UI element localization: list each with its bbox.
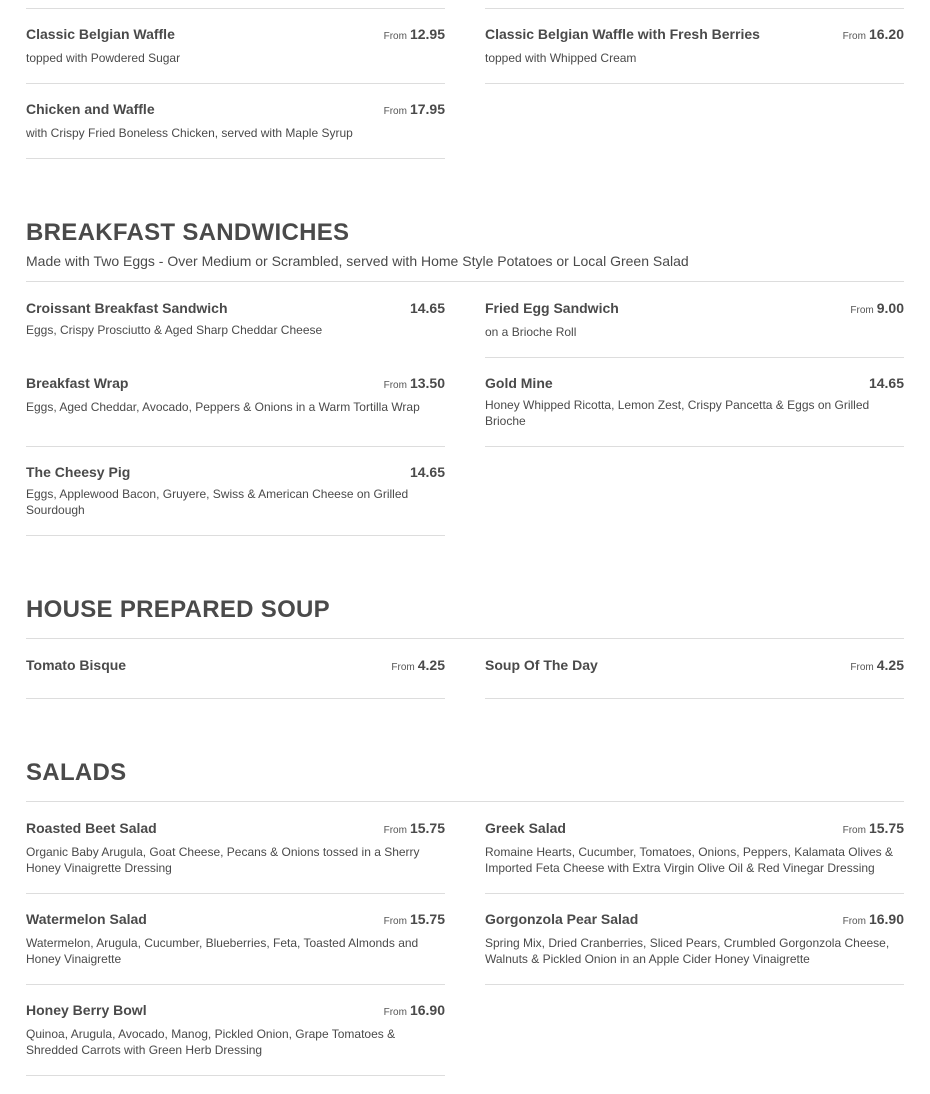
price-amount: 13.50 <box>409 375 445 391</box>
divider <box>485 893 904 894</box>
item-price <box>843 820 904 839</box>
item-price <box>384 101 445 120</box>
from-label: From <box>383 916 407 927</box>
item-description: Organic Baby Arugula, Goat Cheese, Pecans & Onions tossed in a Sherry Honey Vinaigrette Dressing <box>26 845 420 875</box>
price-amount: 14.65 <box>409 464 445 480</box>
divider <box>26 446 445 447</box>
item-price <box>384 375 445 394</box>
item-description: Eggs, Crispy Prosciutto & Aged Sharp Cheddar Cheese <box>26 323 323 337</box>
divider <box>26 535 445 536</box>
divider <box>485 984 904 985</box>
item-name: The Cheesy Pig <box>26 464 131 480</box>
price-amount: 16.90 <box>409 1002 445 1018</box>
section-subtitle: Made with Two Eggs - Over Medium or Scrambled, served with Home Style Potatoes or Local Green Salad <box>26 253 689 269</box>
item-name: Fried Egg Sandwich <box>485 300 619 316</box>
item-description: topped with Whipped Cream <box>485 51 637 65</box>
item-description: Honey Whipped Ricotta, Lemon Zest, Crispy Pancetta & Eggs on Grilled Brioche <box>485 398 870 428</box>
item-name: Greek Salad <box>485 820 566 836</box>
item-price <box>410 300 445 317</box>
item-price <box>384 911 445 930</box>
item-name: Watermelon Salad <box>26 911 147 927</box>
item-description: Eggs, Applewood Bacon, Gruyere, Swiss & American Cheese on Grilled Sourdough <box>26 487 409 517</box>
price-amount: 15.75 <box>868 820 904 836</box>
item-price <box>384 26 445 45</box>
divider <box>26 8 445 9</box>
price-amount: 4.25 <box>417 657 445 673</box>
divider <box>485 698 904 699</box>
price-amount: 17.95 <box>409 101 445 117</box>
item-price <box>384 820 445 839</box>
from-label: From <box>383 31 407 42</box>
divider <box>26 1075 445 1076</box>
item-description: Romaine Hearts, Cucumber, Tomatoes, Onions, Peppers, Kalamata Olives & Imported Feta Cheese with Extra Virgin Olive Oil & Red Vinegar Dressing <box>485 845 893 875</box>
price-amount: 15.75 <box>409 820 445 836</box>
item-price <box>850 657 904 676</box>
divider <box>485 8 904 9</box>
item-name: Tomato Bisque <box>26 657 127 673</box>
from-label: From <box>383 1007 407 1018</box>
divider <box>26 984 445 985</box>
from-label: From <box>383 106 407 117</box>
item-name: Roasted Beet Salad <box>26 820 157 836</box>
from-label: From <box>842 31 866 42</box>
section-title-breakfast-sandwiches: BREAKFAST SANDWICHES <box>26 219 350 246</box>
item-description: topped with Powdered Sugar <box>26 51 181 65</box>
item-name: Chicken and Waffle <box>26 101 155 117</box>
divider <box>485 446 904 447</box>
item-name: Classic Belgian Waffle <box>26 26 175 42</box>
from-label: From <box>391 662 415 673</box>
item-price <box>850 300 904 319</box>
item-description: Eggs, Aged Cheddar, Avocado, Peppers & Onions in a Warm Tortilla Wrap <box>26 400 420 414</box>
from-label: From <box>842 825 866 836</box>
from-label: From <box>850 305 874 316</box>
section-title-soup: HOUSE PREPARED SOUP <box>26 596 330 623</box>
from-label: From <box>842 916 866 927</box>
from-label: From <box>850 662 874 673</box>
price-amount: 16.20 <box>868 26 904 42</box>
price-amount: 14.65 <box>868 375 904 391</box>
from-label: From <box>383 825 407 836</box>
item-name: Croissant Breakfast Sandwich <box>26 300 228 316</box>
item-name: Soup Of The Day <box>485 657 598 673</box>
section-divider <box>26 638 904 639</box>
item-price <box>410 464 445 481</box>
item-price <box>843 911 904 930</box>
item-description: with Crispy Fried Boneless Chicken, served with Maple Syrup <box>26 126 353 140</box>
divider <box>26 83 445 84</box>
price-amount: 9.00 <box>876 300 904 316</box>
price-amount: 16.90 <box>868 911 904 927</box>
item-name: Gorgonzola Pear Salad <box>485 911 639 927</box>
item-price <box>843 26 904 45</box>
divider <box>26 698 445 699</box>
price-amount: 12.95 <box>409 26 445 42</box>
section-divider <box>26 281 904 282</box>
price-amount: 15.75 <box>409 911 445 927</box>
item-description: Spring Mix, Dried Cranberries, Sliced Pears, Crumbled Gorgonzola Cheese, Walnuts & Pickled Onion in an Apple Cider Honey Vinaigrette <box>485 936 890 966</box>
item-name: Gold Mine <box>485 375 553 391</box>
from-label: From <box>383 380 407 391</box>
divider <box>485 357 904 358</box>
item-price <box>384 1002 445 1021</box>
item-name: Classic Belgian Waffle with Fresh Berries <box>485 26 760 42</box>
section-divider <box>26 801 904 802</box>
item-description: Watermelon, Arugula, Cucumber, Blueberries, Feta, Toasted Almonds and Honey Vinaigrette <box>26 936 419 966</box>
divider <box>485 83 904 84</box>
item-price <box>869 375 904 392</box>
divider <box>26 158 445 159</box>
item-description: on a Brioche Roll <box>485 325 577 339</box>
item-name: Honey Berry Bowl <box>26 1002 147 1018</box>
item-price <box>391 657 445 676</box>
item-name: Breakfast Wrap <box>26 375 129 391</box>
price-amount: 14.65 <box>409 300 445 316</box>
divider <box>26 893 445 894</box>
item-description: Quinoa, Arugula, Avocado, Manog, Pickled Onion, Grape Tomatoes & Shredded Carrots with Green Herb Dressing <box>26 1027 396 1057</box>
price-amount: 4.25 <box>876 657 904 673</box>
section-title-salads: SALADS <box>26 759 127 786</box>
